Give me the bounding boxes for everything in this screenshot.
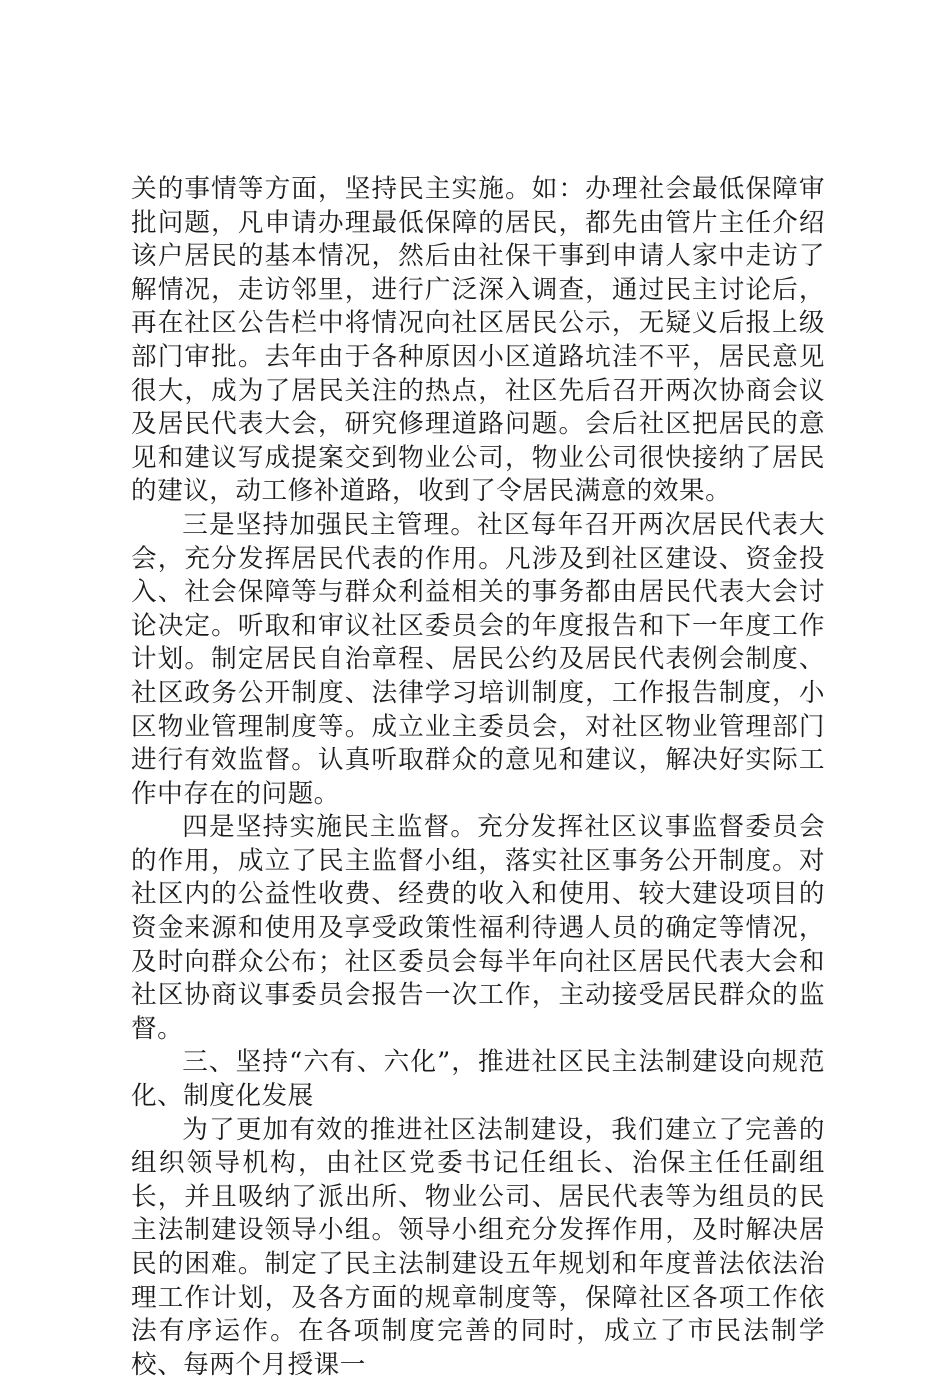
document-body bbox=[131, 173, 825, 1382]
section-heading-three: 三、坚持“六有、六化”，推进社区民主法制建设向规范化、制度化发展 bbox=[131, 1047, 825, 1112]
paragraph-democratic-management: 三是坚持加强民主管理。社区每年召开两次居民代表大会，充分发挥居民代表的作用。凡涉及到社区建设、资金投入、社会保障等与群众利益相关的事务都由居民代表大会讨论决定。听取和审议社区委员会的年度报告和下一年度工作计划。制定居民自治章程、居民公约及居民代表例会制度、社区政务公开制度、法律学习培训制度，工作报告制度，小区物业管理制度等。成立业主委员会，对社区物业管理部门进行有效监督。认真听取群众的意见和建议，解决好实际工作中存在的问题。 bbox=[131, 509, 825, 809]
paragraph-legal-construction: 为了更加有效的推进社区法制建设，我们建立了完善的组织领导机构，由社区党委书记任组长、治保主任任副组长，并且吸纳了派出所、物业公司、居民代表等为组员的民主法制建设领导小组。领导小组充分发挥作用，及时解决居民的困难。制定了民主法制建设五年规划和年度普法依法治理工作计划，及各方面的规章制度等，保障社区各项工作依法有序运作。在各项制度完善的同时，成立了市民法制学校、每两个月授课一 bbox=[131, 1114, 825, 1380]
paragraph-continuation: 关的事情等方面，坚持民主实施。如：办理社会最低保障审批问题，凡申请办理最低保障的居民，都先由管片主任介绍该户居民的基本情况，然后由社保干事到申请人家中走访了解情况，走访邻里，进行广泛深入调查，通过民主讨论后，再在社区公告栏中将情况向社区居民公示，无疑义后报上级部门审批。去年由于各种原因小区道路坑洼不平，居民意见很大，成为了居民关注的热点，社区先后召开两次协商会议及居民代表大会，研究修理道路问题。会后社区把居民的意见和建议写成提案交到物业公司，物业公司很快接纳了居民的建议，动工修补道路，收到了令居民满意的效果。 bbox=[131, 174, 825, 507]
paragraph-democratic-supervision: 四是坚持实施民主监督。充分发挥社区议事监督委员会的作用，成立了民主监督小组，落实社区事务公开制度。对社区内的公益性收费、经费的收入和使用、较大建设项目的资金来源和使用及享受政策性福利待遇人员的确定等情况，及时向群众公布；社区委员会每半年向社区居民代表大会和社区协商议事委员会报告一次工作，主动接受居民群众的监督。 bbox=[131, 812, 825, 1044]
